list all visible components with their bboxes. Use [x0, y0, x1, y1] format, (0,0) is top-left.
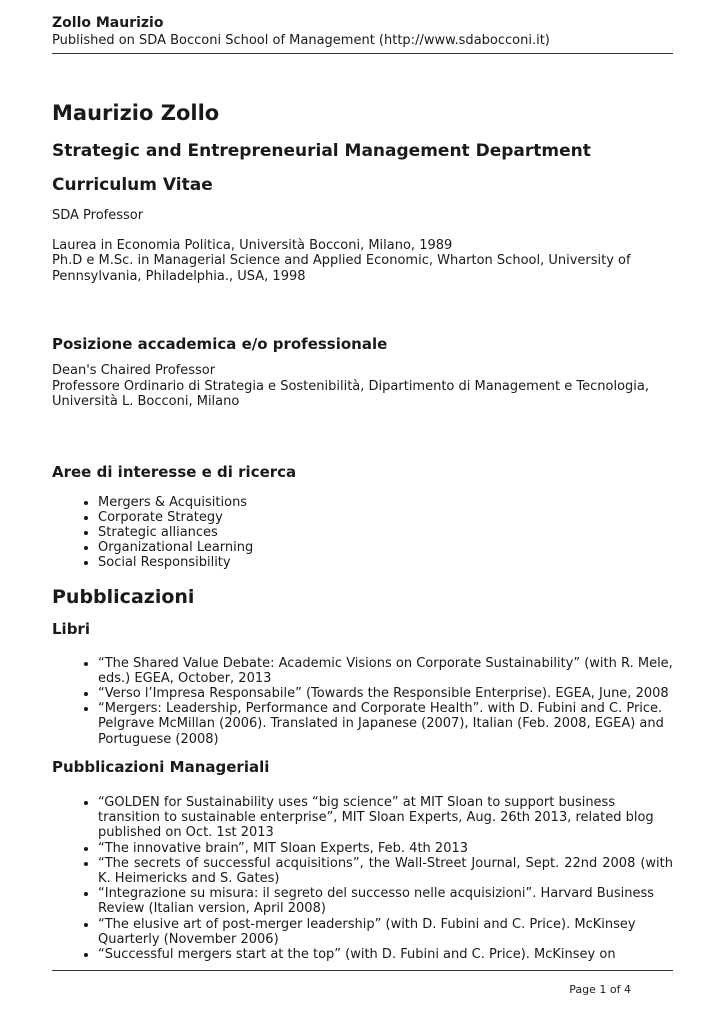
degrees-block	[52, 238, 673, 285]
position-heading: Posizione accademica e/o professionale	[52, 335, 388, 353]
role-text: SDA Professor	[52, 208, 144, 223]
list-item: • “The Shared Value Debate: Academic Visions on Corporate Sustainability” (with R. Mele, eds.) EGEA, October, 2013	[98, 656, 673, 686]
research-heading: Aree di interesse e di ricerca	[52, 462, 297, 481]
managerial-list	[52, 795, 673, 962]
header-divider	[52, 53, 673, 54]
degree-line: Ph.D e M.Sc. in Managerial Science and Applied Economic, Wharton School, University of Pennsylvania, Philadelphia., USA, 1998	[52, 253, 631, 284]
books-list	[52, 656, 673, 747]
list-item: • “Mergers: Leadership, Performance and Corporate Health”. with D. Fubini and C. Price. Pelgrave McMillan (2006). Translated in Japanese (2007), Italian (Feb. 2008, EGEA) and Portuguese (2008)	[98, 701, 673, 747]
department-heading: Strategic and Entrepreneurial Management Department	[52, 141, 591, 161]
list-item: • “The secrets of successful acquisitions”, the Wall-Street Journal, Sept. 22nd 2008 (with K. Heimericks and S. Gates)	[98, 856, 673, 886]
list-item: • Corporate Strategy	[98, 510, 673, 525]
page-title: Maurizio Zollo	[52, 101, 220, 125]
list-item: • “The innovative brain”, MIT Sloan Experts, Feb. 4th 2013	[98, 841, 673, 856]
list-item: • “Integrazione su misura: il segreto del successo nelle acquisizioni”. Harvard Business Review (Italian version, April 2008)	[98, 886, 673, 916]
list-item: • “Verso l’Impresa Responsabile” (Towards the Responsible Enterprise). EGEA, June, 2008	[98, 686, 673, 701]
list-item: • “GOLDEN for Sustainability uses “big science” at MIT Sloan to support business transition to sustainable enterprise”, MIT Sloan Experts, Aug. 26th 2013, related blog published on Oct. 1st 2013	[98, 795, 673, 841]
list-item: • Strategic alliances	[98, 525, 673, 540]
header-title: Zollo Maurizio	[52, 15, 164, 31]
cv-heading: Curriculum Vitae	[52, 175, 213, 195]
position-block	[52, 363, 673, 410]
books-heading: Libri	[52, 619, 90, 638]
position-line: Professore Ordinario di Strategia e Sostenibilità, Dipartimento di Management e Tecnologia, Università L. Bocconi, Milano	[52, 378, 650, 409]
page-number: Page 1 of 4	[569, 983, 631, 996]
managerial-list-container	[52, 777, 673, 967]
list-item: • Social Responsibility	[98, 555, 673, 570]
managerial-heading: Pubblicazioni Manageriali	[52, 757, 270, 776]
list-item: • Organizational Learning	[98, 540, 673, 555]
document-page	[52, 14, 673, 777]
list-item: • Mergers & Acquisitions	[98, 495, 673, 510]
position-line: Dean's Chaired Professor	[52, 363, 216, 378]
footer-divider	[52, 970, 673, 971]
research-list	[52, 495, 673, 571]
degree-line: Laurea in Economia Politica, Università Bocconi, Milano, 1989	[52, 237, 453, 253]
list-item: • “Successful mergers start at the top” (with D. Fubini and C. Price). McKinsey on	[98, 947, 673, 962]
list-item: • “The elusive art of post-merger leadership” (with D. Fubini and C. Price). McKinsey Quarterly (November 2006)	[98, 917, 673, 947]
publications-heading: Pubblicazioni	[52, 585, 195, 608]
header-subtitle: Published on SDA Bocconi School of Management (http://www.sdabocconi.it)	[52, 33, 550, 48]
